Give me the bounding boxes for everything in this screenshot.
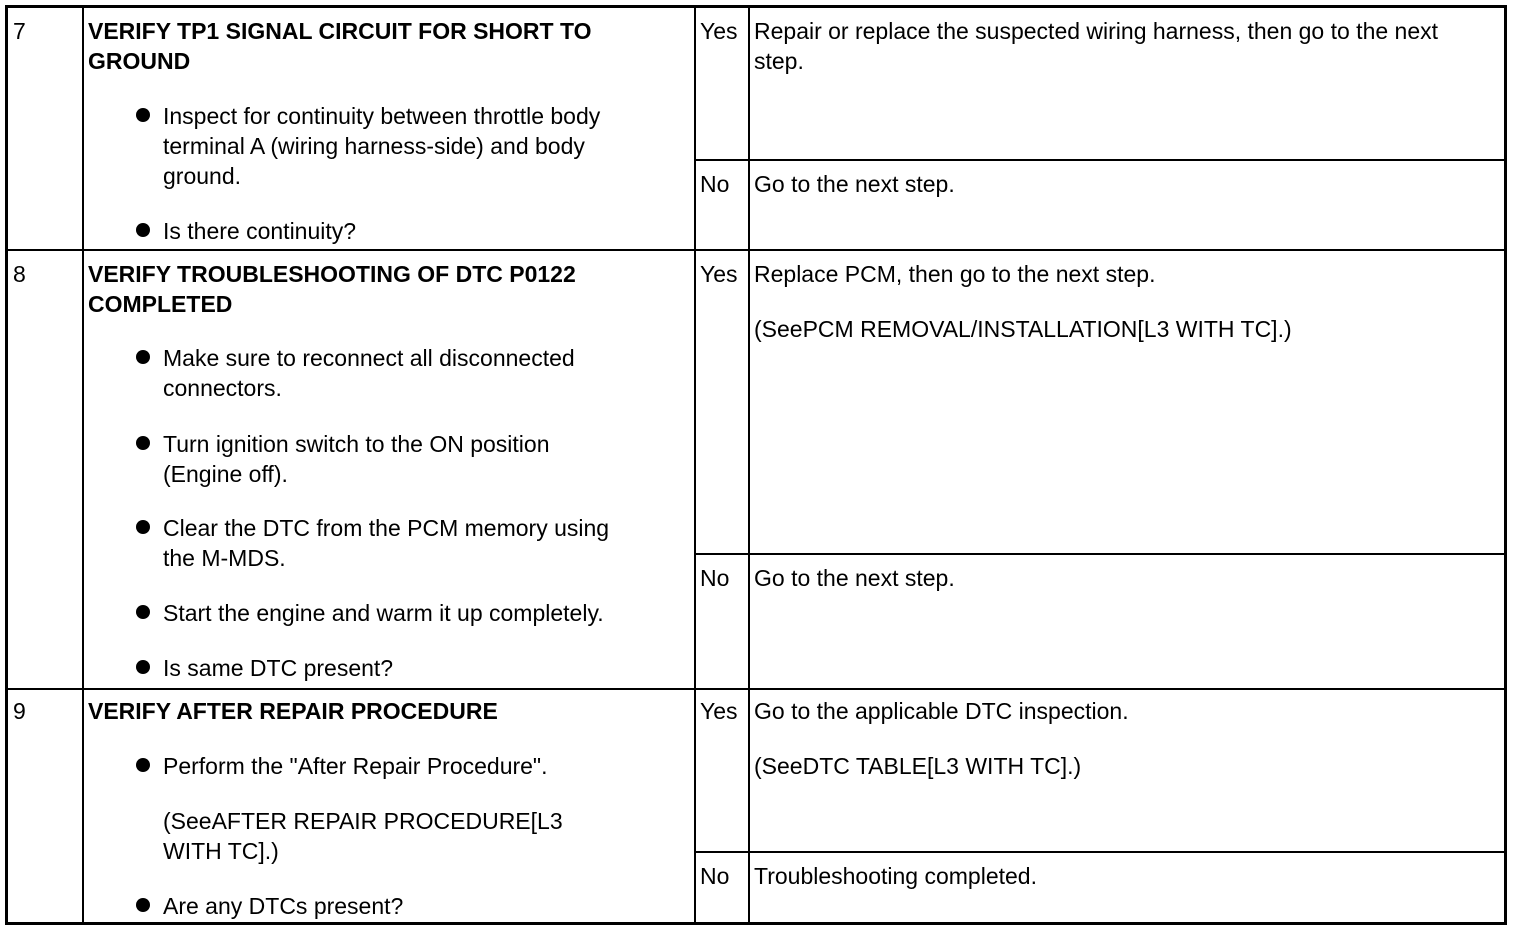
bullet-reference: (SeeAFTER REPAIR PROCEDURE[L3 (163, 808, 563, 834)
bullet-dot (136, 436, 150, 450)
yes-reference: (SeeDTC TABLE[L3 WITH TC].) (754, 753, 1082, 779)
no-label: No (700, 863, 730, 889)
bullet-text: Perform the "After Repair Procedure". (163, 753, 548, 779)
bullet-text: the M-MDS. (163, 545, 286, 571)
bullet-reference: WITH TC].) (163, 838, 279, 864)
step-title: GROUND (88, 48, 191, 74)
yes-action: Replace PCM, then go to the next step. (754, 261, 1156, 287)
yes-label: Yes (700, 18, 738, 44)
yes-action: step. (754, 48, 804, 74)
bullet-dot (136, 758, 150, 772)
bullet-dot (136, 223, 150, 237)
bullet-text: Is there continuity? (163, 218, 357, 244)
row-divider (8, 249, 1504, 251)
step-title: VERIFY AFTER REPAIR PROCEDURE (88, 698, 498, 724)
bullet-text: terminal A (wiring harness-side) and body (163, 133, 585, 159)
no-action: Go to the next step. (754, 565, 955, 591)
step-number: 9 (13, 698, 26, 724)
step-number: 8 (13, 261, 26, 287)
bullet-text: Turn ignition switch to the ON position (163, 431, 550, 457)
bullet-text: connectors. (163, 375, 282, 401)
bullet-dot (136, 350, 150, 364)
step-number: 7 (13, 18, 26, 44)
bullet-text: Inspect for continuity between throttle body (163, 103, 601, 129)
row-divider (694, 159, 1504, 161)
no-label: No (700, 565, 730, 591)
column-divider (748, 8, 750, 922)
column-divider (694, 8, 696, 922)
bullet-text: Start the engine and warm it up completely. (163, 600, 604, 626)
yes-label: Yes (700, 261, 738, 287)
step-title: COMPLETED (88, 291, 233, 317)
yes-reference: (SeePCM REMOVAL/INSTALLATION[L3 WITH TC].) (754, 316, 1292, 342)
yes-action: Repair or replace the suspected wiring harness, then go to the next (754, 18, 1439, 44)
no-label: No (700, 171, 730, 197)
bullet-text: Are any DTCs present? (163, 893, 404, 919)
bullet-text: (Engine off). (163, 461, 288, 487)
step-title: VERIFY TROUBLESHOOTING OF DTC P0122 (88, 261, 576, 287)
bullet-dot (136, 660, 150, 674)
troubleshooting-table (5, 5, 1507, 925)
bullet-dot (136, 520, 150, 534)
bullet-text: Make sure to reconnect all disconnected (163, 345, 575, 371)
yes-action: Go to the applicable DTC inspection. (754, 698, 1129, 724)
no-action: Troubleshooting completed. (754, 863, 1037, 889)
column-divider (82, 8, 84, 922)
bullet-text: ground. (163, 163, 242, 189)
row-divider (694, 553, 1504, 555)
row-divider (694, 851, 1504, 853)
bullet-dot (136, 108, 150, 122)
bullet-text: Clear the DTC from the PCM memory using (163, 515, 610, 541)
no-action: Go to the next step. (754, 171, 955, 197)
bullet-dot (136, 605, 150, 619)
yes-label: Yes (700, 698, 738, 724)
bullet-dot (136, 898, 150, 912)
bullet-text: Is same DTC present? (163, 655, 394, 681)
step-title: VERIFY TP1 SIGNAL CIRCUIT FOR SHORT TO (88, 18, 592, 44)
row-divider (8, 688, 1504, 690)
